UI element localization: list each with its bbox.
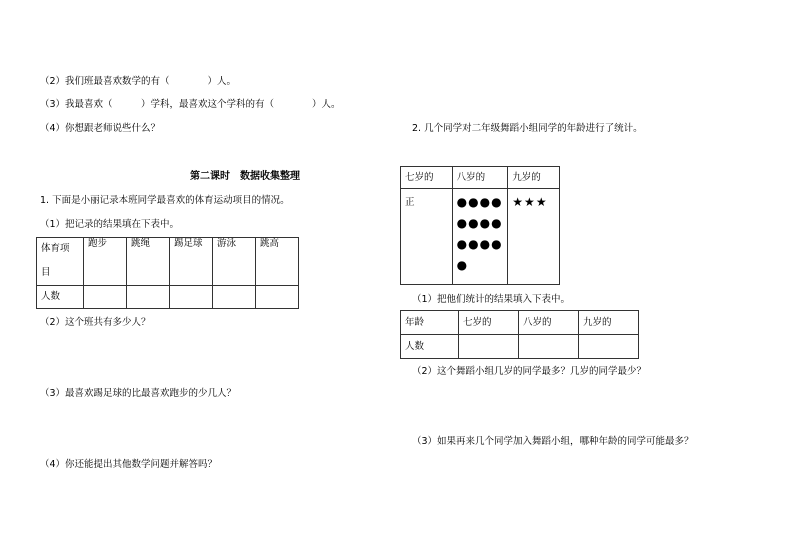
tally-seven-mark: 正 [401, 189, 453, 285]
tally-nine-stars: ★★★ [508, 189, 560, 285]
sports-col-running: 跑步 [84, 238, 127, 286]
question-2-text: （2）我们班最喜欢数学的有（ ）人。 [40, 76, 237, 87]
tally-table [400, 166, 560, 285]
problem-2-sub-2: （2）这个舞蹈小组几岁的同学最多？几岁的同学最少？ [412, 366, 647, 377]
sports-cell-football[interactable] [170, 286, 213, 309]
problem-2-sub-3: （3）如果再来几个同学加入舞蹈小组，哪种年龄的同学可能最多？ [412, 436, 694, 447]
sports-col-highjump: 跳高 [256, 238, 299, 286]
tally-eight-marks [452, 189, 508, 285]
tally-header-eight: 八岁的 [452, 167, 508, 189]
age-cell-eight[interactable] [519, 335, 579, 359]
age-header-nine: 九岁的 [579, 311, 639, 335]
age-header-label: 年龄 [401, 311, 459, 335]
problem-2-text: 2. 几个同学对二年级舞蹈小组同学的年龄进行了统计。 [412, 123, 643, 134]
sports-cell-running[interactable] [84, 286, 127, 309]
sports-cell-swimming[interactable] [213, 286, 256, 309]
age-header-seven: 七岁的 [459, 311, 519, 335]
sports-table-header-cell [37, 238, 84, 286]
dots-row-2: ●●●● [456, 216, 503, 230]
age-cell-seven[interactable] [459, 335, 519, 359]
age-header-eight: 八岁的 [519, 311, 579, 335]
problem-2-sub-1: （1）把他们统计的结果填入下表中。 [412, 294, 571, 305]
sports-row-label: 人数 [37, 286, 84, 309]
sports-cell-jumprope[interactable] [127, 286, 170, 309]
sports-cell-highjump[interactable] [256, 286, 299, 309]
problem-1-sub-1: （1）把记录的结果填在下表中。 [40, 219, 180, 230]
sports-table [36, 237, 299, 309]
tally-header-seven: 七岁的 [401, 167, 453, 189]
sports-col-football: 踢足球 [170, 238, 213, 286]
problem-1-text: 1. 下面是小丽记录本班同学最喜欢的体育运动项目的情况。 [40, 195, 290, 206]
age-row-label: 人数 [401, 335, 459, 359]
question-3-text: （3）我最喜欢（ ）学科，最喜欢这个学科的有（ ）人。 [40, 99, 341, 110]
dots-row-3: ●●●● [456, 237, 503, 251]
section-title: 第二课时 数据收集整理 [190, 171, 300, 182]
sports-col-jumprope: 跳绳 [127, 238, 170, 286]
sports-col-swimming: 游泳 [213, 238, 256, 286]
sports-table-header-line1: 体育项 [41, 243, 70, 254]
tally-header-nine: 九岁的 [508, 167, 560, 189]
question-4-text: （4）你想跟老师说些什么？ [40, 123, 161, 134]
dots-row-4: ● [456, 258, 469, 272]
dots-row-1: ●●●● [456, 195, 503, 209]
problem-1-sub-3: （3）最喜欢踢足球的比最喜欢跑步的少几人？ [40, 388, 237, 399]
age-table [400, 310, 639, 359]
problem-1-sub-2: （2）这个班共有多少人？ [40, 317, 151, 328]
sports-table-header-line2: 目 [41, 267, 51, 278]
age-cell-nine[interactable] [579, 335, 639, 359]
problem-1-sub-4: （4）你还能提出其他数学问题并解答吗？ [40, 459, 218, 470]
